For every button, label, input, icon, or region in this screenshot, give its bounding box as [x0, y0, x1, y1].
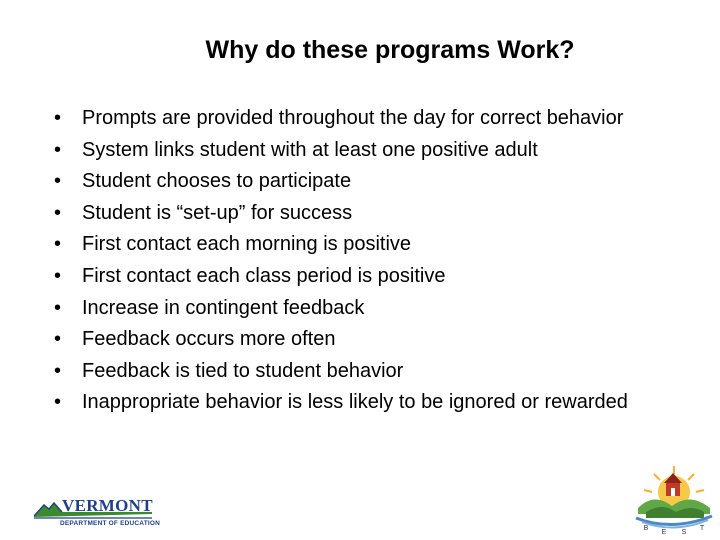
best-letter: S	[681, 529, 687, 536]
bullet-dot: •	[54, 170, 62, 193]
bullet-text: Feedback occurs more often	[82, 328, 336, 351]
bullet-dot: •	[54, 264, 62, 287]
bullet-dot: •	[54, 233, 62, 256]
bullet-item	[54, 296, 664, 321]
bullet-item	[54, 169, 664, 194]
bullet-dot: •	[54, 328, 62, 351]
bullet-text: Prompts are provided throughout the day for correct behavior	[82, 107, 624, 129]
bullet-text: First contact each class period is positive	[82, 264, 446, 287]
best-logo	[632, 462, 716, 538]
best-letter: B	[643, 525, 649, 532]
bullet-text: Increase in contingent feedback	[82, 296, 365, 319]
bullet-item	[54, 106, 664, 131]
best-letter: E	[661, 529, 667, 536]
bullet-text: Student chooses to participate	[82, 170, 352, 193]
best-letter: T	[699, 525, 705, 532]
bullet-item	[54, 359, 664, 384]
bullet-item	[54, 232, 664, 257]
bullet-dot: •	[54, 201, 62, 224]
vermont-logo-name: VERMONT	[62, 496, 153, 515]
bullet-text: Feedback is tied to student behavior	[82, 359, 404, 382]
vermont-logo-department: DEPARTMENT OF EDUCATION	[60, 520, 161, 527]
bullet-dot: •	[54, 359, 62, 382]
bullet-item	[54, 138, 664, 163]
bullet-text: Student is “set-up” for success	[82, 201, 353, 224]
bullet-item	[54, 390, 664, 415]
bullet-dot: •	[54, 107, 62, 129]
bullet-dot: •	[54, 138, 62, 161]
bullet-dot: •	[54, 296, 62, 319]
bullet-text: System links student with at least one positive adult	[82, 138, 538, 161]
bullet-item	[54, 264, 664, 289]
schoolhouse-icon	[632, 462, 716, 538]
vermont-doe-logo	[34, 496, 161, 530]
bullet-list	[54, 106, 664, 422]
bullet-text: First contact each morning is positive	[82, 233, 412, 256]
bullet-item	[54, 327, 664, 352]
slide-title: Why do these programs Work?	[205, 36, 575, 64]
bullet-text: Inappropriate behavior is less likely to be ignored or rewarded	[82, 391, 628, 414]
bullet-item	[54, 201, 664, 226]
bullet-dot: •	[54, 391, 62, 414]
